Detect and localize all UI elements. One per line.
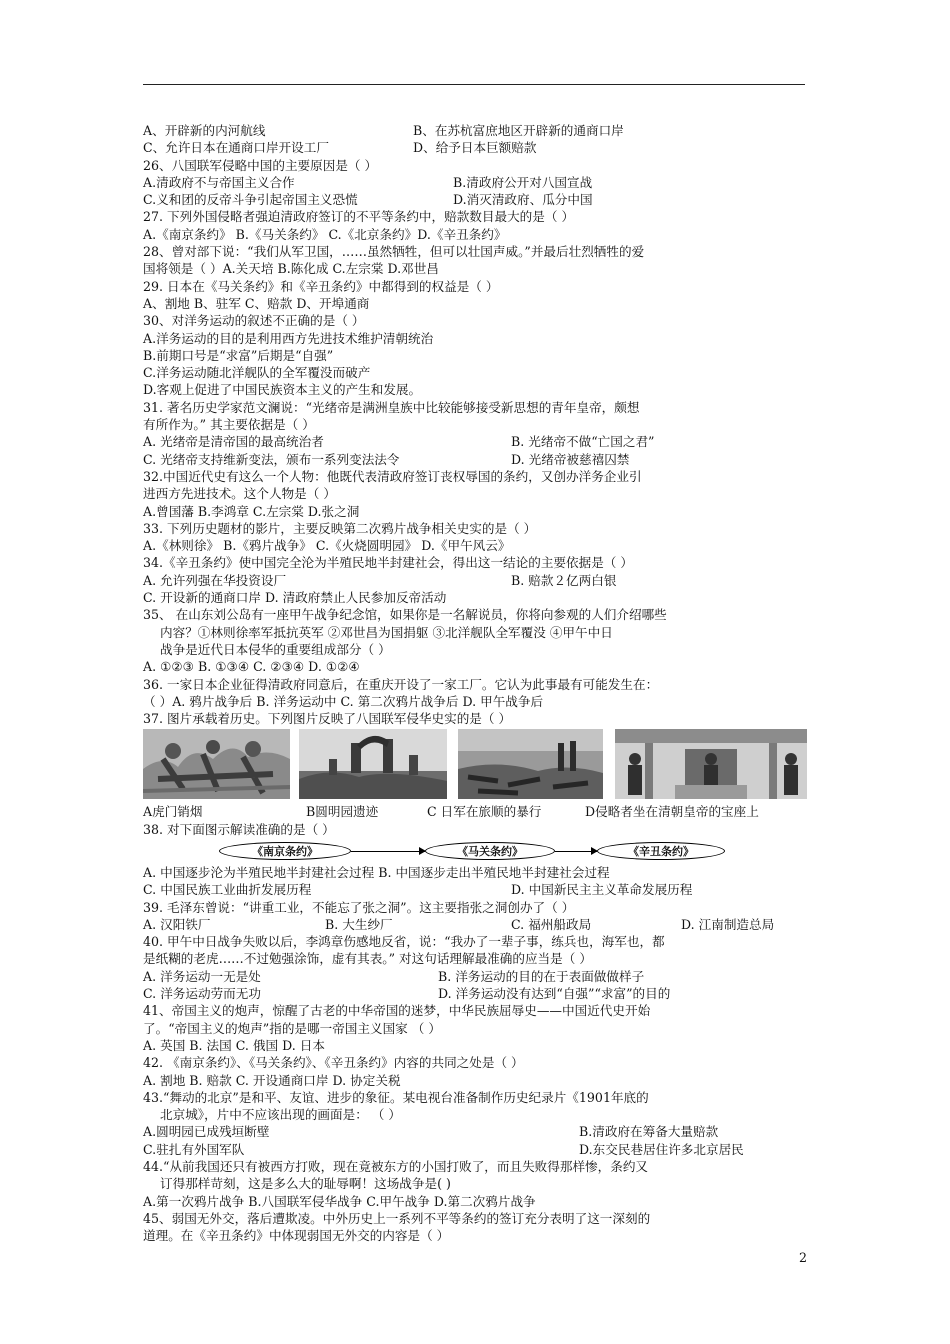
header-rule — [143, 84, 805, 85]
text-line: A.曾国藩 B.李鸿章 C.左宗棠 D.张之洞 — [143, 503, 360, 519]
text-line: A. ①②③ B. ①③④ C. ②③④ D. ①②④ — [143, 659, 360, 675]
text-line: C.驻扎有外国军队 D.东交民巷居住许多北京居民 — [143, 1141, 744, 1157]
question-40: 40. 甲午中日战争失败以后，李鸿章伤感地反省，说：“我办了一辈子事，练兵也，海军也，都 — [143, 934, 665, 950]
photo-lushun-massacre — [458, 729, 603, 799]
photo-yuanmingyuan-ruins — [299, 729, 447, 799]
text-line: A. 光绪帝是清帝国的最高统治者 B. 光绪帝不做“亡国之君” — [143, 434, 655, 450]
text-line: 北京城》，片中不应该出现的画面是： （ ） — [160, 1107, 401, 1123]
text-line: A. 英国 B. 法国 C. 俄国 D. 日本 — [143, 1037, 325, 1053]
question-33: 33. 下列历史题材的影片，主要反映第二次鸦片战争相关史实的是（ ） — [143, 520, 537, 536]
text-line: A.洋务运动的目的是利用西方先进技术维护清朝统治 — [143, 330, 434, 346]
arrow-icon — [351, 851, 425, 852]
text-line: B.前期口号是“求富”后期是“自强” — [143, 347, 334, 363]
photo-captions: A虎门销烟 B圆明园遗迹 C 日军在旅顺的暴行 D侵略者坐在清朝皇帝的宝座上 — [143, 804, 759, 820]
text-line: C. 开设新的通商口岸 D. 清政府禁止人民参加反帝活动 — [143, 590, 447, 606]
question-36: 36. 一家日本企业征得清政府同意后，在重庆开设了一家工厂。它认为此事最有可能发生在： — [143, 676, 659, 692]
text-line: A.第一次鸦片战争 B.八国联军侵华战争 C.甲午战争 D.第二次鸦片战争 — [143, 1193, 536, 1209]
question-44: 44.“从前我国还只有被西方打败，现在竟被东方的小国打败了，而且失败得那样惨，条约又 — [143, 1159, 649, 1175]
text-line: A.清政府不与帝国主义合作 B.清政府公开对八国宣战 — [143, 174, 593, 190]
question-43: 43.“舞动的北京”是和平、友谊、进步的象征。某电视台准备制作历史纪录片《1901年底的 — [143, 1089, 649, 1105]
text-line: 国将领是（ ）A.关天培 B.陈化成 C.左宗棠 D.邓世昌 — [143, 261, 439, 277]
text-line: 了。“帝国主义的炮声”指的是哪一帝国主义国家 （ ） — [143, 1020, 441, 1036]
question-38: 38. 对下面图示解读准确的是（ ） — [143, 821, 335, 837]
question-32: 32.中国近代史有这么一个人物：他既代表清政府签订丧权辱国的条约，又创办洋务企业引 — [143, 468, 642, 484]
question-27: 27. 下列外国侵略者强迫清政府签订的不平等条约中，赔款数目最大的是（ ） — [143, 209, 575, 225]
text-line: 进西方先进技术。这个人物是（ ） — [143, 486, 336, 502]
page-number: 2 — [799, 1250, 808, 1265]
question-41: 41、帝国主义的炮声，惊醒了古老的中华帝国的迷梦，中华民族屈辱史——中国近代史开始 — [143, 1003, 651, 1019]
question-28: 28、曾对部下说：“我们从军卫国，……虽然牺牲，但可以壮国声威。”并最后壮烈牺牲的爱 — [143, 244, 645, 260]
photo-humen-relief — [143, 729, 290, 799]
question-45: 45、弱国无外交，落后遭欺凌。中外历史上一系列不平等条约的签订充分表明了这一深刻的 — [143, 1210, 651, 1226]
treaty-xinchou: 《辛丑条约》 — [597, 842, 725, 860]
text-line: 道理。在《辛丑条约》中体现弱国无外交的内容是（ ） — [143, 1228, 450, 1244]
text-line: A.《南京条约》 B.《马关条约》 C.《北京条约》D.《辛丑条约》 — [143, 226, 507, 242]
question-35: 35、 在山东刘公岛有一座甲午战争纪念馆，如果你是一名解说员，你将向参观的人们介绍哪些 — [143, 607, 667, 623]
text-line: C、允许日本在通商口岸开设工厂 D、给予日本巨额赔款 — [143, 140, 537, 156]
photo-strip — [143, 729, 823, 803]
treaty-flow-diagram — [143, 840, 823, 862]
text-line: A. 割地 B. 赔款 C. 开设通商口岸 D. 协定关税 — [143, 1072, 401, 1088]
text-line: C.义和团的反帝斗争引起帝国主义恐慌 D.消灭清政府、瓜分中国 — [143, 192, 593, 208]
text-line: 战争是近代日本侵华的重要组成部分（ ） — [160, 641, 391, 657]
text-line: A. 中国逐步沦为半殖民地半封建社会过程 B. 中国逐步走出半殖民地半封建社会过程 — [143, 864, 610, 880]
treaty-maguan: 《马关条约》 — [425, 842, 555, 860]
text-line: D.客观上促进了中国民族资本主义的产生和发展。 — [143, 382, 422, 398]
text-line: A. 允许列强在华投资设厂 B. 赔款２亿两白银 — [143, 572, 617, 588]
question-text — [143, 122, 823, 1245]
text-line: 内容？①林则徐率军抵抗英军 ②邓世昌为国捐躯 ③北洋舰队全军覆没 ④甲午中日 — [160, 624, 613, 640]
text-line: 是纸糊的老虎……不过勉强涂饰，虚有其表。” 对这句话理解最准确的应当是（ ） — [143, 951, 592, 967]
question-30: 30、对洋务运动的叙述不正确的是（ ） — [143, 313, 365, 329]
text-line: A、割地 B、驻军 C、赔款 D、开埠通商 — [143, 295, 370, 311]
text-line: 有所作为。” 其主要依据是（ ） — [143, 417, 315, 433]
arrow-icon — [555, 851, 597, 852]
text-line: C. 光绪帝支持维新变法，颁布一系列变法法令 D. 光绪帝被慈禧囚禁 — [143, 451, 630, 467]
text-line: （ ）A. 鸦片战争后 B. 洋务运动中 C. 第二次鸦片战争后 D. 甲午战争后 — [143, 693, 544, 709]
treaty-nanjing: 《南京条约》 — [219, 842, 351, 860]
question-29: 29. 日本在《马关条约》和《辛丑条约》中都得到的权益是（ ） — [143, 278, 499, 294]
text-line: A、开辟新的内河航线 B、在苏杭富庶地区开辟新的通商口岸 — [143, 123, 624, 138]
question-26: 26、八国联军侵略中国的主要原因是（ ） — [143, 157, 378, 173]
question-34: 34.《辛丑条约》使中国完全沦为半殖民地半封建社会，得出这一结论的主要依据是（ ） — [143, 555, 634, 571]
text-line: 订得那样苛刻，这是多么大的耻辱啊！这场战争是( ) — [160, 1176, 451, 1192]
text-line: C.洋务运动随北洋舰队的全军覆没而破产 — [143, 365, 371, 381]
text-line: C. 洋务运动劳而无功 D. 洋务运动没有达到“自强”“求富”的目的 — [143, 986, 671, 1002]
text-line: C. 中国民族工业曲折发展历程 D. 中国新民主主义革命发展历程 — [143, 882, 693, 898]
text-line: A. 汉阳铁厂 B. 大生纱厂 C. 福州船政局 D. 江南制造总局 — [143, 916, 775, 932]
question-39: 39. 毛泽东曾说：“讲重工业，不能忘了张之洞”。这主要指张之洞创办了（ ） — [143, 899, 575, 915]
text-line: A.圆明园已成残垣断壁 B.清政府在筹备大量赔款 — [143, 1124, 719, 1140]
photo-invaders-on-throne — [615, 729, 807, 799]
question-37: 37. 图片承载着历史。下列图片反映了八国联军侵华史实的是（ ） — [143, 711, 512, 727]
question-31: 31. 著名历史学家范文澜说：“光绪帝是满洲皇族中比较能够接受新思想的青年皇帝，颇想 — [143, 399, 640, 415]
text-line: A. 洋务运动一无是处 B. 洋务运动的目的在于表面做做样子 — [143, 968, 645, 984]
question-42: 42. 《南京条约》、《马关条约》、《辛丑条约》内容的共同之处是（ ） — [143, 1055, 524, 1071]
text-line: A.《林则徐》 B.《鸦片战争》 C.《火烧圆明园》 D.《甲午风云》 — [143, 538, 511, 554]
